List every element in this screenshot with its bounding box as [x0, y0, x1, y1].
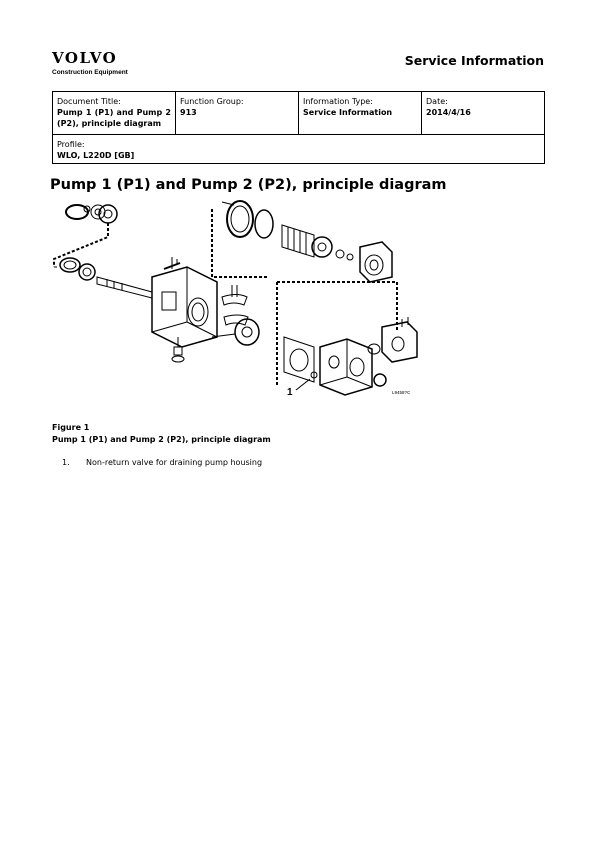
- function-group-label: Function Group:: [180, 97, 244, 106]
- date-cell: [421, 92, 544, 134]
- function-group-cell: [175, 92, 298, 134]
- figure-code: L9458?C: [392, 390, 411, 395]
- figure-label: Figure 1: [52, 423, 90, 432]
- information-type-cell: [298, 92, 421, 134]
- document-title-cell: [53, 92, 175, 134]
- date-value: 2014/4/16: [426, 108, 471, 117]
- function-group-value: 913: [180, 108, 197, 117]
- document-type-heading: Service Information: [404, 53, 544, 68]
- page-title: Pump 1 (P1) and Pump 2 (P2), principle diagram: [50, 177, 447, 193]
- date-label: Date:: [426, 97, 448, 106]
- list-item: [62, 458, 262, 467]
- document-title-value: Pump 1 (P1) and Pump 2 (P2), principle diagram: [57, 108, 171, 128]
- profile-cell: [53, 135, 544, 163]
- profile-label: Profile:: [57, 140, 85, 149]
- callout-number: 1: [287, 387, 293, 398]
- volvo-logo: [52, 50, 128, 76]
- figure-caption: [52, 422, 271, 446]
- list-item-number: 1.: [62, 458, 70, 467]
- profile-value: WLO, L220D [GB]: [57, 151, 135, 160]
- document-title-label: Document Title:: [57, 97, 121, 106]
- metadata-table: [52, 91, 545, 164]
- figure-caption-text: Pump 1 (P1) and Pump 2 (P2), principle diagram: [52, 435, 271, 444]
- list-item-text: Non-return valve for draining pump housing: [86, 458, 263, 467]
- brand-subtitle: Construction Equipment: [52, 69, 128, 76]
- information-type-value: Service Information: [303, 108, 393, 117]
- information-type-label: Information Type:: [303, 97, 373, 106]
- brand-wordmark: VOLVO: [52, 49, 118, 67]
- pump-exploded-diagram: [52, 197, 422, 407]
- metadata-row: [53, 92, 544, 135]
